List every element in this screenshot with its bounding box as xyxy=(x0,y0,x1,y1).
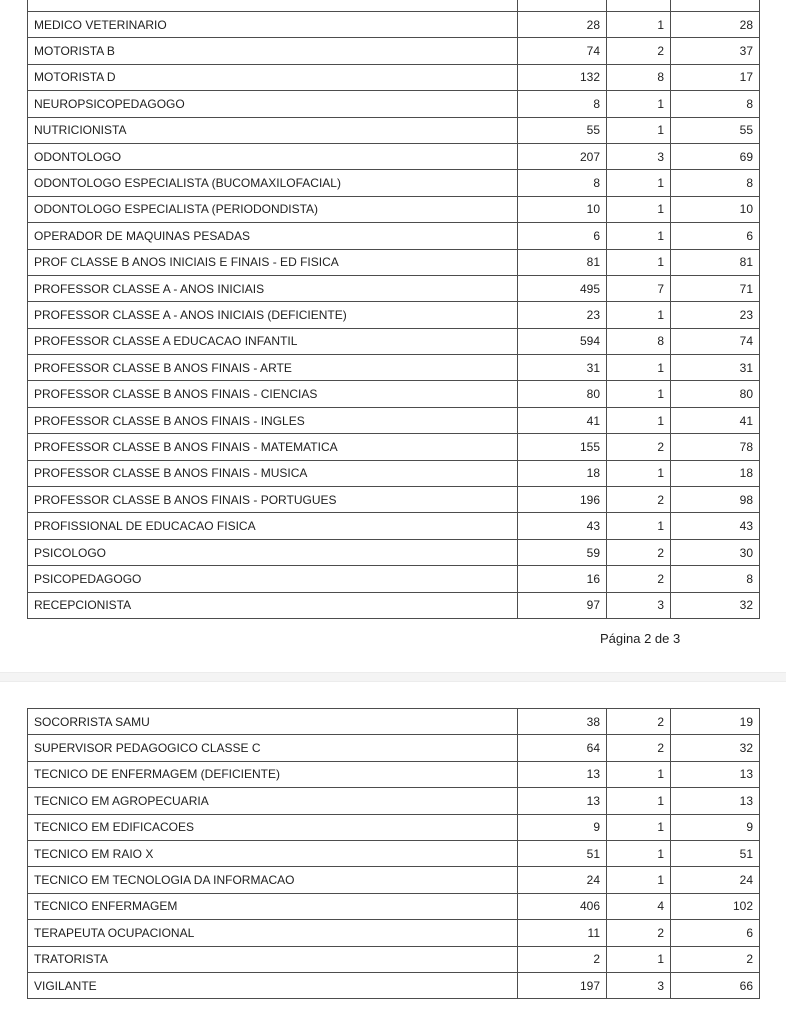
row-label-cell: TRATORISTA xyxy=(28,947,518,972)
row-value-cell: 1 xyxy=(607,118,671,143)
table-row xyxy=(28,947,760,973)
row-value-cell: 1 xyxy=(607,250,671,275)
row-value-cell: 9 xyxy=(518,815,607,840)
row-label-cell: TECNICO EM RAIO X xyxy=(28,841,518,866)
table-row xyxy=(28,91,760,117)
row-value-cell: 18 xyxy=(518,461,607,486)
table-row xyxy=(28,841,760,867)
row-label-cell: TECNICO EM AGROPECUARIA xyxy=(28,788,518,813)
row-value-cell: 2 xyxy=(607,487,671,512)
row-label-cell: PROFESSOR CLASSE A - ANOS INICIAIS (DEFICIENTE) xyxy=(28,302,518,327)
row-value-cell: 3 xyxy=(607,144,671,169)
row-value-cell: 155 xyxy=(518,434,607,459)
row-value-cell: 51 xyxy=(671,841,760,866)
row-value-cell: 2 xyxy=(607,709,671,734)
row-value-cell: 8 xyxy=(671,170,760,195)
row-value-cell: 13 xyxy=(518,762,607,787)
row-value-cell: 132 xyxy=(518,65,607,90)
table-cutoff-row xyxy=(27,0,760,11)
row-value-cell: 81 xyxy=(671,250,760,275)
row-value-cell: 19 xyxy=(671,709,760,734)
table-row xyxy=(28,709,760,735)
row-value-cell: 59 xyxy=(518,540,607,565)
table-row xyxy=(28,867,760,893)
row-value-cell: 1 xyxy=(607,461,671,486)
row-value-cell: 1 xyxy=(607,355,671,380)
row-label-cell: PROFESSOR CLASSE A EDUCACAO INFANTIL xyxy=(28,329,518,354)
row-value-cell: 64 xyxy=(518,735,607,760)
row-value-cell: 7 xyxy=(607,276,671,301)
table-row xyxy=(28,513,760,539)
row-value-cell: 13 xyxy=(518,788,607,813)
cutoff-value-cell xyxy=(607,0,671,11)
row-value-cell: 2 xyxy=(607,434,671,459)
row-value-cell: 196 xyxy=(518,487,607,512)
row-label-cell: ODONTOLOGO ESPECIALISTA (BUCOMAXILOFACIAL) xyxy=(28,170,518,195)
row-value-cell: 8 xyxy=(518,91,607,116)
row-value-cell: 1 xyxy=(607,91,671,116)
table-row xyxy=(28,381,760,407)
row-label-cell: NEUROPSICOPEDAGOGO xyxy=(28,91,518,116)
table-row xyxy=(28,223,760,249)
cutoff-label-cell xyxy=(28,0,518,11)
row-value-cell: 6 xyxy=(518,223,607,248)
row-value-cell: 2 xyxy=(671,947,760,972)
row-value-cell: 8 xyxy=(671,91,760,116)
row-value-cell: 13 xyxy=(671,762,760,787)
table-page3 xyxy=(27,708,760,999)
row-value-cell: 9 xyxy=(671,815,760,840)
row-value-cell: 406 xyxy=(518,894,607,919)
row-label-cell: MOTORISTA D xyxy=(28,65,518,90)
row-value-cell: 37 xyxy=(671,38,760,63)
row-label-cell: TECNICO ENFERMAGEM xyxy=(28,894,518,919)
row-value-cell: 1 xyxy=(607,170,671,195)
table-row xyxy=(28,118,760,144)
row-value-cell: 8 xyxy=(607,329,671,354)
row-value-cell: 81 xyxy=(518,250,607,275)
row-value-cell: 38 xyxy=(518,709,607,734)
table-row xyxy=(28,434,760,460)
row-label-cell: PSICOLOGO xyxy=(28,540,518,565)
row-value-cell: 69 xyxy=(671,144,760,169)
row-value-cell: 1 xyxy=(607,867,671,892)
row-value-cell: 31 xyxy=(518,355,607,380)
table-row xyxy=(28,408,760,434)
row-label-cell: PROFISSIONAL DE EDUCACAO FISICA xyxy=(28,513,518,538)
row-label-cell: RECEPCIONISTA xyxy=(28,593,518,618)
row-value-cell: 1 xyxy=(607,302,671,327)
row-label-cell: TERAPEUTA OCUPACIONAL xyxy=(28,920,518,945)
table-row xyxy=(28,38,760,64)
row-value-cell: 1 xyxy=(607,788,671,813)
row-label-cell: PROFESSOR CLASSE A - ANOS INICIAIS xyxy=(28,276,518,301)
row-value-cell: 43 xyxy=(671,513,760,538)
table-row xyxy=(28,566,760,592)
row-value-cell: 4 xyxy=(607,894,671,919)
row-value-cell: 41 xyxy=(671,408,760,433)
row-value-cell: 78 xyxy=(671,434,760,459)
row-label-cell: SUPERVISOR PEDAGOGICO CLASSE C xyxy=(28,735,518,760)
row-value-cell: 6 xyxy=(671,223,760,248)
row-value-cell: 2 xyxy=(607,920,671,945)
page-indicator: Página 2 de 3 xyxy=(600,631,681,646)
table-row xyxy=(28,487,760,513)
row-value-cell: 1 xyxy=(607,197,671,222)
row-value-cell: 10 xyxy=(671,197,760,222)
table-row xyxy=(28,250,760,276)
row-label-cell: PROFESSOR CLASSE B ANOS FINAIS - MATEMATICA xyxy=(28,434,518,459)
row-label-cell: PROFESSOR CLASSE B ANOS FINAIS - INGLES xyxy=(28,408,518,433)
row-value-cell: 1 xyxy=(607,381,671,406)
row-value-cell: 31 xyxy=(671,355,760,380)
row-value-cell: 1 xyxy=(607,762,671,787)
row-value-cell: 13 xyxy=(671,788,760,813)
table-row xyxy=(28,593,760,619)
row-label-cell: MOTORISTA B xyxy=(28,38,518,63)
table-row xyxy=(28,920,760,946)
table-row xyxy=(28,302,760,328)
row-value-cell: 80 xyxy=(671,381,760,406)
row-value-cell: 207 xyxy=(518,144,607,169)
row-value-cell: 74 xyxy=(518,38,607,63)
row-label-cell: PROFESSOR CLASSE B ANOS FINAIS - CIENCIAS xyxy=(28,381,518,406)
row-value-cell: 23 xyxy=(671,302,760,327)
row-value-cell: 51 xyxy=(518,841,607,866)
row-label-cell: PROFESSOR CLASSE B ANOS FINAIS - MUSICA xyxy=(28,461,518,486)
row-value-cell: 1 xyxy=(607,947,671,972)
row-value-cell: 8 xyxy=(607,65,671,90)
row-value-cell: 74 xyxy=(671,329,760,354)
row-value-cell: 3 xyxy=(607,593,671,618)
row-label-cell: VIGILANTE xyxy=(28,973,518,998)
table-row xyxy=(28,144,760,170)
row-value-cell: 594 xyxy=(518,329,607,354)
row-label-cell: MEDICO VETERINARIO xyxy=(28,12,518,37)
row-value-cell: 8 xyxy=(518,170,607,195)
cutoff-value-cell xyxy=(671,0,760,11)
row-value-cell: 2 xyxy=(518,947,607,972)
row-value-cell: 102 xyxy=(671,894,760,919)
table-row xyxy=(28,355,760,381)
row-value-cell: 71 xyxy=(671,276,760,301)
row-label-cell: TECNICO EM EDIFICACOES xyxy=(28,815,518,840)
row-value-cell: 32 xyxy=(671,593,760,618)
row-value-cell: 2 xyxy=(607,540,671,565)
row-value-cell: 1 xyxy=(607,513,671,538)
table-row xyxy=(28,540,760,566)
row-value-cell: 11 xyxy=(518,920,607,945)
row-value-cell: 24 xyxy=(518,867,607,892)
row-label-cell: PROF CLASSE B ANOS INICIAIS E FINAIS - ED FISICA xyxy=(28,250,518,275)
row-label-cell: SOCORRISTA SAMU xyxy=(28,709,518,734)
row-value-cell: 80 xyxy=(518,381,607,406)
row-label-cell: NUTRICIONISTA xyxy=(28,118,518,143)
row-value-cell: 197 xyxy=(518,973,607,998)
row-label-cell: TECNICO EM TECNOLOGIA DA INFORMACAO xyxy=(28,867,518,892)
row-value-cell: 43 xyxy=(518,513,607,538)
table-row xyxy=(28,735,760,761)
row-value-cell: 55 xyxy=(671,118,760,143)
row-value-cell: 28 xyxy=(518,12,607,37)
table-row xyxy=(28,788,760,814)
row-value-cell: 30 xyxy=(671,540,760,565)
row-value-cell: 98 xyxy=(671,487,760,512)
table-row xyxy=(28,329,760,355)
row-label-cell: PSICOPEDAGOGO xyxy=(28,566,518,591)
row-value-cell: 1 xyxy=(607,841,671,866)
row-value-cell: 24 xyxy=(671,867,760,892)
row-value-cell: 23 xyxy=(518,302,607,327)
table-row xyxy=(28,894,760,920)
row-value-cell: 8 xyxy=(671,566,760,591)
table-row xyxy=(28,973,760,999)
row-value-cell: 2 xyxy=(607,38,671,63)
row-value-cell: 66 xyxy=(671,973,760,998)
row-value-cell: 18 xyxy=(671,461,760,486)
row-label-cell: TECNICO DE ENFERMAGEM (DEFICIENTE) xyxy=(28,762,518,787)
row-value-cell: 1 xyxy=(607,12,671,37)
row-value-cell: 2 xyxy=(607,566,671,591)
row-value-cell: 32 xyxy=(671,735,760,760)
table-page2 xyxy=(27,11,760,619)
row-value-cell: 10 xyxy=(518,197,607,222)
row-value-cell: 17 xyxy=(671,65,760,90)
table-row xyxy=(28,12,760,38)
row-label-cell: PROFESSOR CLASSE B ANOS FINAIS - PORTUGUES xyxy=(28,487,518,512)
table-row xyxy=(28,65,760,91)
row-value-cell: 6 xyxy=(671,920,760,945)
table-row xyxy=(28,197,760,223)
row-value-cell: 41 xyxy=(518,408,607,433)
row-value-cell: 3 xyxy=(607,973,671,998)
row-value-cell: 28 xyxy=(671,12,760,37)
table-row xyxy=(28,276,760,302)
row-value-cell: 1 xyxy=(607,223,671,248)
cutoff-value-cell xyxy=(518,0,607,11)
row-value-cell: 16 xyxy=(518,566,607,591)
row-label-cell: OPERADOR DE MAQUINAS PESADAS xyxy=(28,223,518,248)
row-value-cell: 1 xyxy=(607,815,671,840)
row-value-cell: 1 xyxy=(607,408,671,433)
row-label-cell: PROFESSOR CLASSE B ANOS FINAIS - ARTE xyxy=(28,355,518,380)
table-row xyxy=(28,762,760,788)
table-row xyxy=(28,461,760,487)
row-label-cell: ODONTOLOGO xyxy=(28,144,518,169)
row-value-cell: 2 xyxy=(607,735,671,760)
row-value-cell: 495 xyxy=(518,276,607,301)
row-value-cell: 55 xyxy=(518,118,607,143)
row-label-cell: ODONTOLOGO ESPECIALISTA (PERIODONDISTA) xyxy=(28,197,518,222)
page-separator xyxy=(0,672,786,682)
table-row xyxy=(28,815,760,841)
table-row xyxy=(28,170,760,196)
row-value-cell: 97 xyxy=(518,593,607,618)
